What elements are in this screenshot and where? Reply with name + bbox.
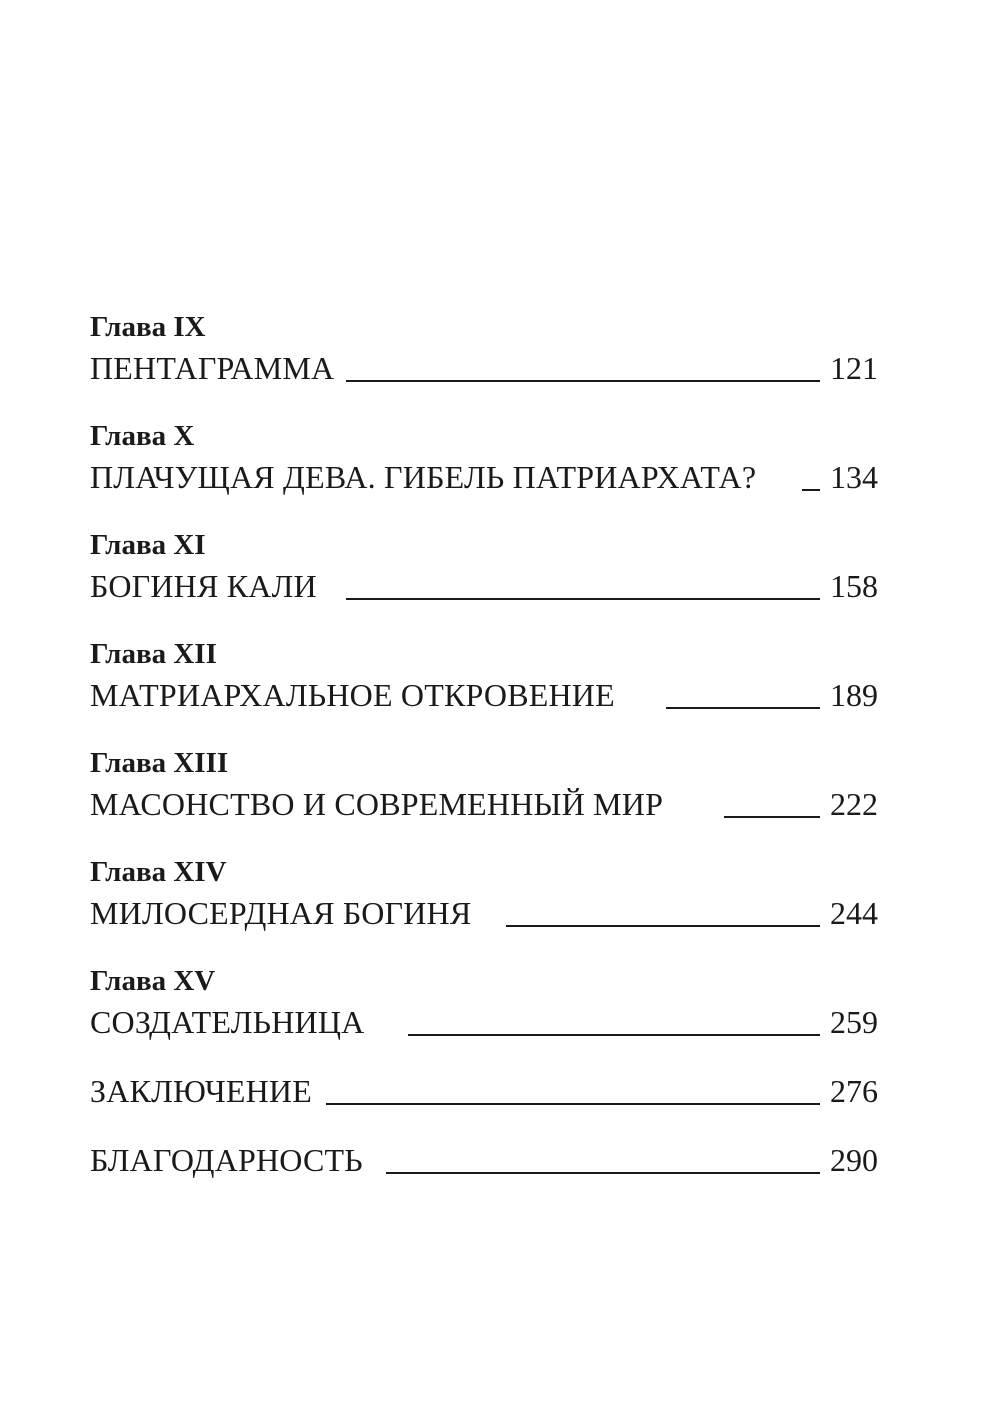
entry-title: МАТРИАРХАЛЬНОЕ ОТКРОВЕНИЕ — [90, 677, 615, 713]
chapter-label: Глава X — [90, 420, 195, 452]
chapter-label: Глава XIII — [90, 747, 229, 779]
entry-title: ПЕНТАГРАММА — [90, 350, 335, 386]
entry-title: БОГИНЯ КАЛИ — [90, 568, 317, 604]
entry-title: БЛАГОДАРНОСТЬ — [90, 1142, 363, 1178]
chapter-label: Глава XI — [90, 529, 206, 561]
entry-title: СОЗДАТЕЛЬНИЦА — [90, 1004, 365, 1040]
page-number: 158 — [830, 568, 878, 604]
toc-entry[interactable] — [90, 893, 878, 933]
page-number: 244 — [830, 895, 878, 931]
toc-entry[interactable] — [90, 1002, 878, 1042]
entry-title: МАСОНСТВО И СОВРЕМЕННЫЙ МИР — [90, 786, 664, 822]
page-number: 259 — [830, 1004, 878, 1040]
toc-entry[interactable] — [90, 675, 878, 715]
toc-entry[interactable] — [90, 348, 878, 388]
page-number: 276 — [830, 1073, 878, 1109]
toc-entry[interactable] — [90, 784, 878, 824]
page-number: 121 — [830, 350, 878, 386]
chapter-label: Глава IX — [90, 311, 206, 343]
chapter-label: Глава XII — [90, 638, 217, 670]
dot-leader — [346, 380, 820, 382]
toc-entry[interactable] — [90, 1140, 878, 1180]
dot-leader — [506, 925, 820, 927]
entry-title: ПЛАЧУЩАЯ ДЕВА. ГИБЕЛЬ ПАТРИАРХАТА? — [90, 459, 757, 495]
toc-entry[interactable] — [90, 566, 878, 606]
toc-entry[interactable] — [90, 1071, 878, 1111]
entry-title: ЗАКЛЮЧЕНИЕ — [90, 1073, 312, 1109]
toc-entry[interactable] — [90, 457, 878, 497]
chapter-label: Глава XIV — [90, 856, 227, 888]
dot-leader — [802, 489, 820, 491]
page-number: 222 — [830, 786, 878, 822]
dot-leader — [346, 598, 820, 600]
dot-leader — [408, 1034, 820, 1036]
page-number: 290 — [830, 1142, 878, 1178]
dot-leader — [386, 1172, 820, 1174]
dot-leader — [666, 707, 820, 709]
dot-leader — [326, 1103, 820, 1105]
page-number: 189 — [830, 677, 878, 713]
chapter-label: Глава XV — [90, 965, 216, 997]
page-number: 134 — [830, 459, 878, 495]
entry-title: МИЛОСЕРДНАЯ БОГИНЯ — [90, 895, 472, 931]
dot-leader — [724, 816, 820, 818]
